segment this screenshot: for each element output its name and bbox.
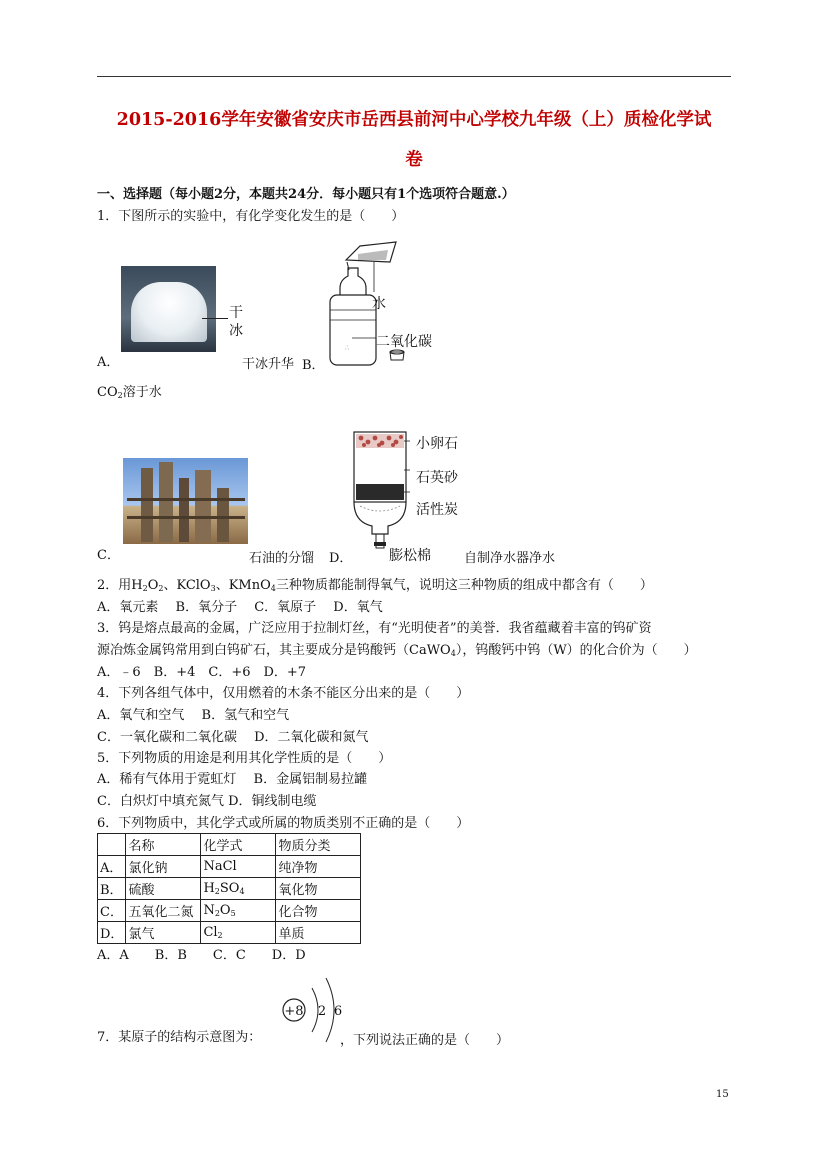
table-header-cell: 化学式 xyxy=(201,834,276,856)
option-b-caption: $CO_2$溶于水 xyxy=(97,385,162,400)
oil-refinery-photo xyxy=(123,458,248,544)
row-formula: $Cl_2$ xyxy=(201,922,276,944)
row-formula: $H_2SO_4$ xyxy=(201,878,276,900)
bottle-label-water: 水 xyxy=(372,296,386,312)
question-5-options-2: C．白炽灯中填充氮气 D．铜线制电缆 xyxy=(97,794,317,809)
page-title: 2015-2016学年安徽省安庆市岳西县前河中心学校九年级（上）质检化学试 xyxy=(116,110,712,130)
table-row xyxy=(98,856,361,878)
water-purifier-diagram xyxy=(350,412,410,557)
option-b-prefix: B． xyxy=(302,358,325,373)
row-name: 硫酸 xyxy=(126,878,201,900)
row-formula: $N_2O_5$ xyxy=(201,900,276,922)
table-header-cell: 物质分类 xyxy=(276,834,361,856)
question-2-stem: 2．用$H_2O_2$、KClO$_3$、KMnO$_4$三种物质都能制得氧气，说明这三种物质的组成中都含有（ ） xyxy=(97,578,653,593)
option-a-caption: 干冰升华 xyxy=(242,357,295,372)
table-header-cell: 名称 xyxy=(126,834,201,856)
nucleus-charge: +8 xyxy=(284,1004,304,1019)
question-4-options-1: A．氧气和空气 B．氢气和空气 xyxy=(97,708,290,723)
table-row xyxy=(98,900,361,922)
dry-ice-label-1: 干 xyxy=(229,305,243,321)
purifier-label-charcoal: 活性炭 xyxy=(416,502,458,518)
question-1-stem: 1．下图所示的实验中，有化学变化发生的是（ ） xyxy=(97,209,405,224)
question-3-line1: 3．钨是熔点最高的金属，广泛应用于拉制灯丝，有“光明使者”的美誉．我省蕴藏着丰富的钨矿资 xyxy=(97,621,652,636)
row-type: 单质 xyxy=(276,922,361,944)
question-7-stem-a: 7．某原子的结构示意图为： xyxy=(97,1030,262,1045)
dry-ice-label-2: 冰 xyxy=(229,323,243,339)
row-name: 五氧化二氮 xyxy=(126,900,201,922)
row-type: 纯净物 xyxy=(276,856,361,878)
row-type: 化合物 xyxy=(276,900,361,922)
question-4-options-2: C．一氧化碳和二氧化碳 D．二氧化碳和氮气 xyxy=(97,730,369,745)
row-type: 氧化物 xyxy=(276,878,361,900)
table-row xyxy=(98,878,361,900)
page-title-cont: 卷 xyxy=(405,150,423,170)
table-row xyxy=(98,922,361,944)
dry-ice-pointer xyxy=(202,318,228,319)
option-c-prefix: C． xyxy=(97,548,120,563)
page-number: 15 xyxy=(716,1089,729,1100)
option-c-caption: 石油的分馏 xyxy=(249,551,315,566)
question-4-stem: 4．下列各组气体中，仅用燃着的木条不能区分出来的是（ ） xyxy=(97,686,470,701)
purifier-label-cotton: 膨松棉 xyxy=(389,548,431,564)
option-d-prefix: D． xyxy=(329,551,353,566)
question-5-stem: 5．下列物质的用途是利用其化学性质的是（ ） xyxy=(97,751,392,766)
shell-1-electrons: 2 xyxy=(317,1004,327,1019)
purifier-label-quartz: 石英砂 xyxy=(416,470,458,486)
row-formula: NaCl xyxy=(201,856,276,878)
section-heading: 一、选择题（每小题2分，本题共24分．每小题只有1个选项符合题意.） xyxy=(97,187,515,202)
question-6-table xyxy=(97,833,361,944)
question-6-options: A．A B．B C．C D．D xyxy=(97,948,306,963)
row-name: 氯气 xyxy=(126,922,201,944)
row-label: A． xyxy=(98,856,126,878)
question-3-options: A．﹣6 B．+4 C．+6 D．+7 xyxy=(97,665,307,680)
purifier-label-pebbles: 小卵石 xyxy=(416,436,458,452)
row-name: 氯化钠 xyxy=(126,856,201,878)
table-header-cell xyxy=(98,834,126,856)
row-label: B． xyxy=(98,878,126,900)
option-d-caption: 自制净水器净水 xyxy=(464,551,556,566)
question-5-options-1: A．稀有气体用于霓虹灯 B．金属铝制易拉罐 xyxy=(97,772,368,787)
row-label: D． xyxy=(98,922,126,944)
svg-text:∴: ∴ xyxy=(345,344,350,352)
option-a-prefix: A． xyxy=(97,355,120,370)
row-label: C． xyxy=(98,900,126,922)
table-header-row xyxy=(98,834,361,856)
dry-ice-photo xyxy=(121,266,216,352)
question-7-stem-b: ，下列说法正确的是（ ） xyxy=(340,1033,510,1048)
bottle-label-co2: 二氧化碳 xyxy=(376,334,432,350)
question-2-options: A．氧元素 B．氧分子 C．氧原子 D．氧气 xyxy=(97,600,383,615)
question-6-stem: 6．下列物质中，其化学式或所属的物质类别不正确的是（ ） xyxy=(97,816,470,831)
shell-2-electrons: 6 xyxy=(333,1004,343,1019)
header-rule xyxy=(97,76,731,77)
question-3-line2: 源冶炼金属钨常用到白钨矿石，其主要成分是钨酸钙（CaWO$_4$），钨酸钙中钨（W）的化合价为（ ） xyxy=(97,643,697,658)
